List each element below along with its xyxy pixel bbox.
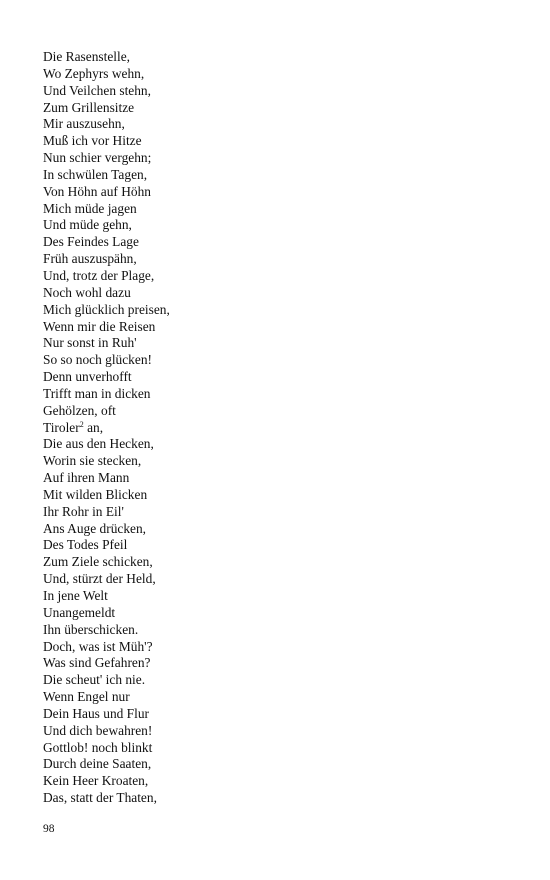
poem-line <box>43 133 170 150</box>
poem-line-text: Und, trotz der Plage, <box>43 267 155 283</box>
poem-line <box>43 403 170 420</box>
poem-line-text: Nun schier vergehn; <box>43 150 152 166</box>
poem-line-text: Ans Auge drücken, <box>43 520 147 536</box>
poem-line <box>43 756 170 773</box>
poem-line-text: Doch, was ist Müh'? <box>43 638 153 654</box>
poem-line <box>43 790 170 807</box>
poem-line-text: Zum Grillensitze <box>43 99 135 115</box>
poem-line <box>43 319 170 336</box>
poem-line <box>43 622 170 639</box>
poem-line <box>43 100 170 117</box>
footnote-marker: 2 <box>79 419 84 429</box>
poem-line-text: Die Rasenstelle, <box>43 49 131 64</box>
poem-line <box>43 487 170 504</box>
poem-text <box>43 49 170 807</box>
poem-line <box>43 268 170 285</box>
poem-line-text: Zum Ziele schicken, <box>43 554 153 570</box>
poem-line <box>43 66 170 83</box>
poem-line <box>43 285 170 302</box>
poem-line <box>43 184 170 201</box>
poem-line-text: Von Höhn auf Höhn <box>43 183 151 199</box>
poem-line-text: Durch deine Saaten, <box>43 756 152 772</box>
poem-line-text: Noch wohl dazu <box>43 284 131 300</box>
poem-line-text: Früh auszuspähn, <box>43 251 137 267</box>
poem-line <box>43 773 170 790</box>
poem-line-text: Worin sie stecken, <box>43 453 142 469</box>
poem-line-text: Gottlob! noch blinkt <box>43 739 153 755</box>
poem-line <box>43 302 170 319</box>
poem-line <box>43 201 170 218</box>
poem-line-text: Und dich bewahren! <box>43 722 153 738</box>
poem-line <box>43 251 170 268</box>
poem-line-text: Des Todes Pfeil <box>43 537 128 553</box>
poem-line <box>43 453 170 470</box>
poem-line <box>43 470 170 487</box>
poem-line-text: Nur sonst in Ruh' <box>43 335 137 351</box>
poem-line-text: Dein Haus und Flur <box>43 705 150 721</box>
poem-line-text: Mit wilden Blicken <box>43 486 148 502</box>
poem-line-text: Tiroler <box>43 419 80 435</box>
poem-line-text: Trifft man in dicken <box>43 385 151 401</box>
poem-line <box>43 537 170 554</box>
poem-line-text: Ihn überschicken. <box>43 621 139 637</box>
poem-line-text: Wo Zephyrs wehn, <box>43 65 145 81</box>
poem-line-text: So so noch glücken! <box>43 352 152 368</box>
poem-line-text: Ihr Rohr in Eil' <box>43 503 124 519</box>
poem-line <box>43 723 170 740</box>
poem-line <box>43 504 170 521</box>
poem-line-text: Unangemeldt <box>43 604 116 620</box>
poem-line-text: Gehölzen, oft <box>43 402 116 418</box>
poem-line <box>43 554 170 571</box>
poem-line-text: Und, stürzt der Held, <box>43 571 156 587</box>
poem-line-text: Die scheut' ich nie. <box>43 672 146 688</box>
poem-line <box>43 352 170 369</box>
poem-line <box>43 655 170 672</box>
poem-line <box>43 436 170 453</box>
poem-line <box>43 335 170 352</box>
poem-line-text: Was sind Gefahren? <box>43 655 151 671</box>
poem-line <box>43 639 170 656</box>
poem-line-continuation: an, <box>83 419 104 435</box>
poem-line <box>43 706 170 723</box>
poem-line <box>43 740 170 757</box>
poem-line <box>43 369 170 386</box>
poem-line <box>43 420 170 437</box>
poem-line-text: Kein Heer Kroaten, <box>43 773 149 789</box>
poem-line <box>43 116 170 133</box>
poem-line <box>43 689 170 706</box>
poem-line-text: Mir auszusehn, <box>43 116 125 132</box>
poem-line-text: Das, statt der Thaten, <box>43 790 157 806</box>
poem-line <box>43 605 170 622</box>
poem-line-text: Mich glücklich preisen, <box>43 301 170 317</box>
poem-line-text: Auf ihren Mann <box>43 470 130 486</box>
poem-line <box>43 167 170 184</box>
poem-line <box>43 150 170 167</box>
poem-line <box>43 672 170 689</box>
poem-line-text: Und Veilchen stehn, <box>43 82 151 98</box>
poem-line-text: Des Feindes Lage <box>43 234 139 250</box>
poem-line <box>43 234 170 251</box>
poem-line <box>43 521 170 538</box>
poem-line <box>43 571 170 588</box>
poem-line-text: In jene Welt <box>43 588 108 603</box>
page-number: 98 <box>43 823 55 835</box>
poem-line <box>43 588 170 605</box>
poem-line <box>43 83 170 100</box>
poem-line-text: Wenn mir die Reisen <box>43 318 156 334</box>
poem-line-text: Die aus den Hecken, <box>43 436 154 452</box>
poem-line <box>43 386 170 403</box>
poem-line-text: Denn unverhofft <box>43 369 132 385</box>
poem-line-text: Und müde gehn, <box>43 217 132 233</box>
poem-line-text: Wenn Engel nur <box>43 689 130 705</box>
poem-line-text: Mich müde jagen <box>43 200 137 216</box>
poem-line <box>43 217 170 234</box>
poem-line <box>43 49 170 66</box>
poem-line-text: In schwülen Tagen, <box>43 166 148 182</box>
poem-line-text: Muß ich vor Hitze <box>43 133 142 149</box>
